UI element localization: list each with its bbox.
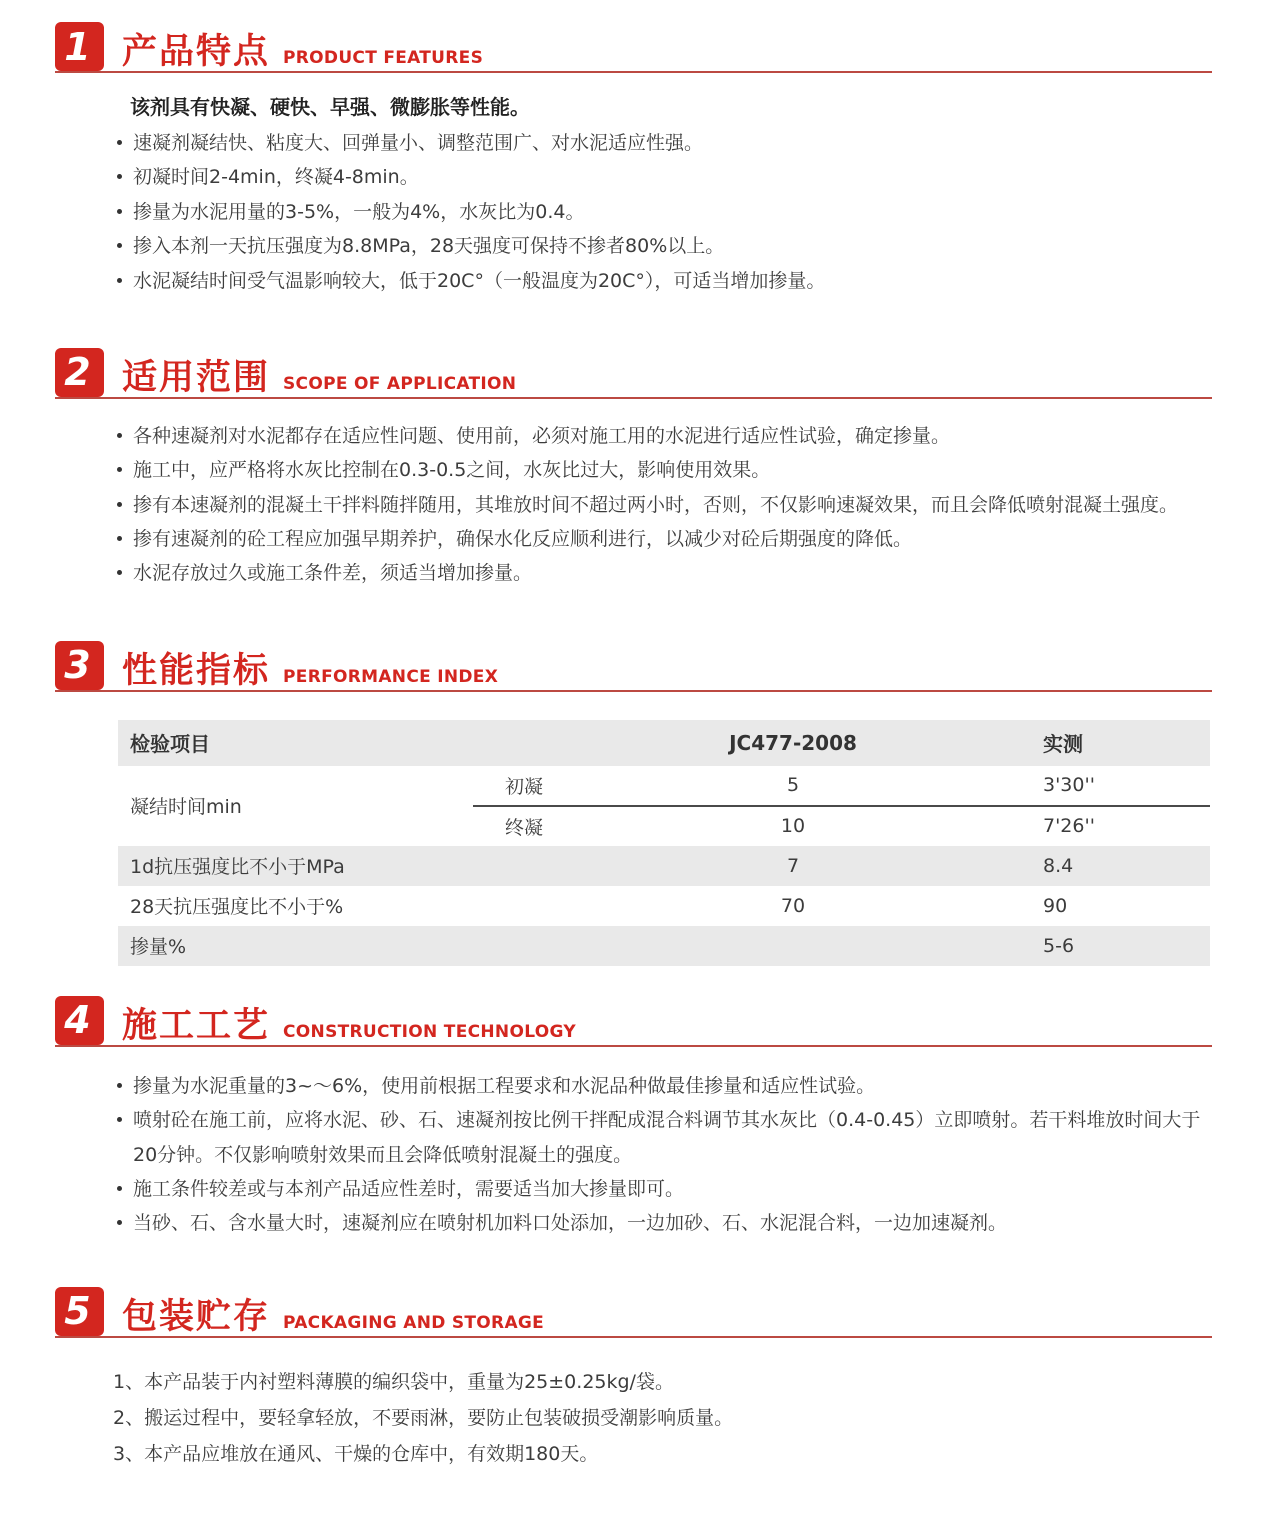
cell-blank	[473, 886, 658, 926]
bullet-text: 水泥存放过久或施工条件差，须适当增加掺量。	[133, 562, 533, 585]
bullet-text: 掺量为水泥重量的3~～6%，使用前根据工程要求和水泥品种做最佳掺量和适应性试验。	[133, 1074, 876, 1097]
numbered-item: 3、本产品应堆放在通风、干燥的仓库中，有效期180天。	[113, 1442, 599, 1465]
packaging-item-list	[113, 1364, 1220, 1472]
section-title-en: SCOPE OF APPLICATION	[283, 373, 517, 394]
section-title-cn: 施工工艺	[122, 1005, 271, 1046]
performance-table	[118, 720, 1210, 966]
features-intro: 该剂具有快凝、硬快、早强、微膨胀等性能。	[130, 95, 530, 119]
bullet-dot-icon	[117, 1083, 122, 1088]
bullet-dot-icon	[117, 433, 122, 438]
section-header	[55, 641, 1212, 692]
bullet-text: 当砂、石、含水量大时，速凝剂应在喷射机加料口处添加，一边加砂、石、水泥混合料，一边加速凝剂。	[133, 1212, 1008, 1235]
bullet-text: 喷射砼在施工前，应将水泥、砂、石、速凝剂按比例干拌配成混合料调节其水灰比（0.4-0.45）立即喷射。若干料堆放时间大于20分钟。不仅影响喷射效果而且会降低喷射混凝土的强度。	[133, 1109, 1201, 1166]
bullet-dot-icon	[117, 536, 122, 541]
bullet-item	[113, 160, 1220, 194]
bullet-item	[113, 522, 1220, 556]
section-title-cn: 性能指标	[122, 650, 271, 691]
section-title-cn: 包装贮存	[122, 1296, 271, 1337]
section-number: 5	[64, 1289, 91, 1334]
bullet-item	[113, 195, 1220, 229]
bullet-item	[113, 229, 1220, 263]
table-row-initial-setting	[118, 766, 1210, 806]
section-title-en: CONSTRUCTION TECHNOLOGY	[283, 1021, 576, 1042]
bullet-text: 掺有本速凝剂的混凝土干拌料随拌随用，其堆放时间不超过两小时，否则，不仅影响速凝效果，而且会降低喷射混凝土强度。	[133, 493, 1179, 516]
bullet-dot-icon	[117, 243, 122, 248]
section-product-features	[0, 22, 1280, 298]
bullet-item	[113, 126, 1220, 160]
section-construction-technology	[0, 996, 1280, 1241]
section-title-en: PRODUCT FEATURES	[283, 48, 484, 68]
table-row-28d-strength	[118, 886, 1210, 926]
section-title-en: PERFORMANCE INDEX	[283, 666, 499, 687]
section-number-badge	[55, 22, 104, 71]
section-number-badge	[55, 641, 104, 690]
section-header	[55, 996, 1212, 1047]
section-number: 2	[64, 350, 91, 395]
section-number: 4	[64, 998, 91, 1043]
cell-setting-time-label: 凝结时间min	[130, 796, 242, 819]
cell-standard-value	[658, 926, 928, 966]
cell-blank	[473, 846, 658, 886]
table-header-row	[118, 720, 1210, 766]
cell-label: 掺量%	[118, 926, 473, 966]
bullet-dot-icon	[117, 570, 122, 575]
cell-blank	[473, 926, 658, 966]
cell-measured-value: 5-6	[928, 926, 1210, 966]
section-titles	[122, 357, 517, 398]
section-titles	[122, 1005, 576, 1046]
cell-measured-value: 90	[1043, 894, 1068, 917]
cell-label: 28天抗压强度比不小于%	[130, 896, 344, 919]
bullet-item	[113, 264, 1220, 298]
section-header	[55, 1287, 1212, 1338]
bullet-dot-icon	[117, 1117, 122, 1122]
bullet-item	[113, 488, 1220, 522]
bullet-dot-icon	[117, 209, 122, 214]
bullet-text: 掺量为水泥用量的3-5%，一般为4%，水灰比为0.4。	[133, 200, 585, 223]
bullet-text: 各种速凝剂对水泥都存在适应性问题、使用前，必须对施工用的水泥进行适应性试验，确定掺量。	[133, 424, 951, 447]
construction-bullet-list	[113, 1069, 1220, 1241]
section-title-cn: 适用范围	[122, 357, 271, 398]
features-bullet-list	[113, 126, 1220, 298]
bullet-item	[113, 1069, 1220, 1103]
bullet-dot-icon	[117, 278, 122, 283]
section-title-cn: 产品特点	[122, 32, 271, 72]
section-header	[55, 22, 1212, 73]
section-title-en: PACKAGING AND STORAGE	[283, 1312, 545, 1333]
section-body	[113, 419, 1220, 591]
bullet-text: 掺有速凝剂的砼工程应加强早期养护，确保水化反应顺利进行，以减少对砼后期强度的降低。	[133, 528, 913, 550]
cell-phase: 初凝	[505, 775, 544, 798]
section-number: 1	[64, 24, 91, 69]
bullet-text: 水泥凝结时间受气温影响较大，低于20C°（一般温度为20C°），可适当增加掺量。	[133, 269, 826, 292]
section-body	[113, 91, 1220, 298]
bullet-item	[113, 419, 1220, 453]
col-header-test-item: 检验项目	[118, 720, 473, 766]
bullet-text: 速凝剂凝结快、粘度大、回弹量小、调整范围广、对水泥适应性强。	[133, 132, 704, 154]
section-packaging-storage	[0, 1287, 1280, 1472]
bullet-text: 施工中，应严格将水灰比控制在0.3-0.5之间，水灰比过大，影响使用效果。	[133, 459, 771, 482]
bullet-dot-icon	[117, 140, 122, 145]
section-titles	[122, 1296, 545, 1337]
bullet-dot-icon	[117, 467, 122, 472]
section-number-badge	[55, 1287, 104, 1336]
bullet-text: 初凝时间2-4min，终凝4-8min。	[133, 166, 419, 189]
cell-standard-value: 10	[658, 806, 928, 846]
numbered-item: 1、本产品装于内衬塑料薄膜的编织袋中，重量为25±0.25kg/袋。	[113, 1370, 674, 1393]
bullet-item	[113, 1206, 1220, 1240]
cell-standard-value: 7	[658, 846, 928, 886]
section-body	[113, 1364, 1220, 1472]
col-header-standard: JC477-2008	[658, 720, 928, 766]
section-scope-of-application	[0, 348, 1280, 591]
col-header-measured: 实测	[928, 720, 1210, 766]
cell-label: 1d抗压强度比不小于MPa	[118, 846, 473, 886]
bullet-dot-icon	[117, 1220, 122, 1225]
table-row-1d-strength	[118, 846, 1210, 886]
cell-phase: 终凝	[473, 806, 658, 846]
section-number-badge	[55, 996, 104, 1045]
section-performance-index	[0, 641, 1280, 966]
bullet-item	[113, 556, 1220, 590]
bullet-dot-icon	[117, 174, 122, 179]
bullet-item	[113, 453, 1220, 487]
bullet-item	[113, 1172, 1220, 1206]
bullet-text: 施工条件较差或与本剂产品适应性差时，需要适当加大掺量即可。	[133, 1177, 685, 1200]
scope-bullet-list	[113, 419, 1220, 591]
cell-measured-value: 3'30''	[1043, 774, 1095, 797]
table-row-dosage	[118, 926, 1210, 966]
section-number-badge	[55, 348, 104, 397]
bullet-text: 掺入本剂一天抗压强度为8.8MPa，28天强度可保持不掺者80%以上。	[133, 235, 725, 258]
bullet-item	[113, 1103, 1220, 1172]
section-body	[113, 1069, 1220, 1241]
cell-standard-value: 5	[786, 774, 800, 797]
col-header-blank	[473, 720, 658, 766]
section-titles	[122, 650, 499, 691]
cell-measured-value: 8.4	[928, 846, 1210, 886]
cell-standard-value: 70	[780, 894, 806, 917]
bullet-dot-icon	[117, 502, 122, 507]
section-header	[55, 348, 1212, 399]
section-titles	[122, 32, 484, 72]
section-number: 3	[64, 643, 91, 688]
cell-measured-value: 7'26''	[928, 806, 1210, 846]
bullet-dot-icon	[117, 1186, 122, 1191]
numbered-item: 2、搬运过程中，要轻拿轻放，不要雨淋，要防止包装破损受潮影响质量。	[113, 1406, 734, 1429]
